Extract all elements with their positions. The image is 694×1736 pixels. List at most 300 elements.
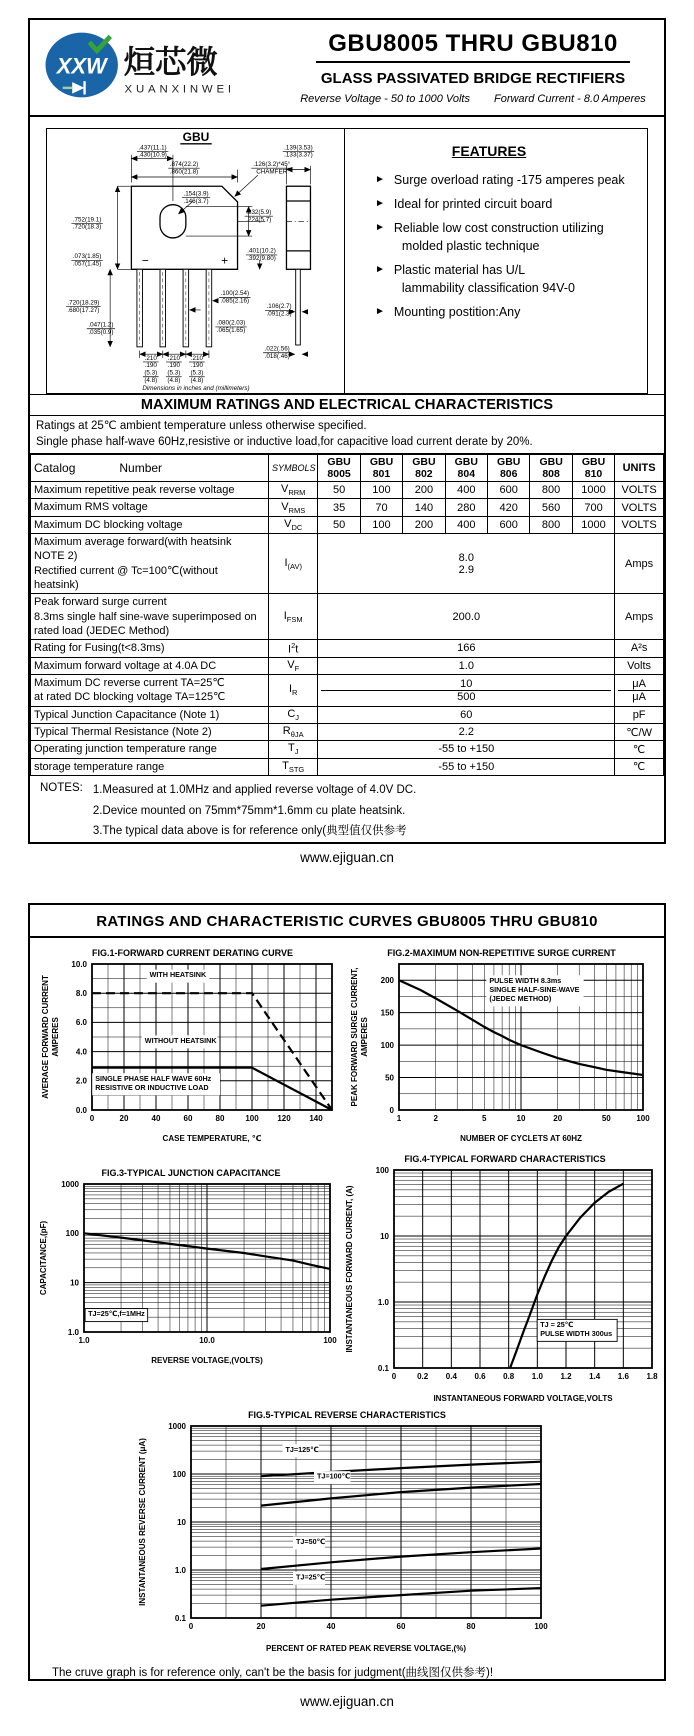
svg-text:INSTANTANEOUS FORWARD CURRENT,: INSTANTANEOUS FORWARD CURRENT, (A): [345, 1185, 354, 1353]
table-row: [31, 657, 664, 674]
svg-text:.018(.46): .018(.46): [264, 352, 290, 360]
symbol-cell: $I_R$: [269, 675, 318, 707]
model-series: GBU: [412, 456, 436, 469]
value-cell: 50: [318, 516, 360, 533]
package-leads: [136, 269, 211, 347]
dimension-label: [168, 161, 199, 175]
svg-text:100: 100: [323, 1336, 337, 1345]
svg-text:.430(10.9): .430(10.9): [137, 151, 167, 159]
svg-text:.190: .190: [144, 362, 157, 370]
dimension-label: [219, 290, 250, 304]
unit-line: A²s: [630, 642, 648, 655]
dimension-label: [263, 346, 291, 360]
value-cell: 800: [530, 516, 572, 533]
parameter-line: storage temperature range: [34, 760, 165, 773]
svg-text:0.2: 0.2: [417, 1372, 429, 1381]
svg-text:1.8: 1.8: [646, 1372, 658, 1381]
fig4-svg: [344, 1164, 666, 1404]
table-row: [31, 758, 664, 775]
fig3: [38, 1178, 344, 1366]
units-cell: [615, 675, 664, 707]
value-cell: [318, 657, 615, 674]
value-cell: [318, 706, 615, 723]
svg-text:80: 80: [215, 1114, 224, 1123]
value-cell: 140: [403, 499, 445, 516]
units-cell: [615, 640, 664, 658]
svg-text:.065(1.65): .065(1.65): [216, 327, 245, 335]
svg-text:SINGLE PHASE HALF WAVE 60Hz: SINGLE PHASE HALF WAVE 60Hz: [94, 1073, 211, 1083]
parameter-cell: [31, 741, 269, 758]
units-cell: [615, 706, 664, 723]
notes-label: NOTES:: [40, 781, 83, 794]
svg-text:0.4: 0.4: [445, 1372, 457, 1381]
catalog-number-header: [31, 455, 269, 482]
svg-text:(5.3): (5.3): [189, 369, 203, 377]
table-row: [31, 499, 664, 516]
fig5-title: FIG.5-TYPICAL REVERSE CHARACTERISTICS: [248, 1410, 446, 1420]
svg-text:.022(.56): .022(.56): [264, 345, 290, 353]
svg-text:100: 100: [534, 1622, 548, 1631]
plus-marking: +: [220, 253, 228, 268]
feature-line: Plastic material has U/L: [393, 263, 526, 277]
svg-text:WITH HEATSINK: WITH HEATSINK: [149, 970, 206, 980]
dimension-label: [86, 322, 114, 336]
svg-text:.210: .210: [167, 354, 180, 362]
svg-text:TJ=25℃: TJ=25℃: [296, 1572, 326, 1582]
svg-text:0: 0: [188, 1622, 194, 1631]
svg-text:.073(1.85): .073(1.85): [72, 253, 101, 261]
table-row: [31, 706, 664, 723]
dimension-label: [282, 144, 313, 158]
datasheet-page-2: [28, 903, 666, 1681]
parameter-cell: [31, 516, 269, 533]
svg-text:1.0: 1.0: [174, 1565, 186, 1575]
ratings-note-2: Single phase half-wave 60Hz,resistive or inductive load,for capacitive load current derate by 20%.: [36, 435, 533, 448]
svg-text:(5.3): (5.3): [143, 369, 157, 377]
svg-text:1000: 1000: [61, 1179, 79, 1189]
value-cell: 50: [318, 482, 360, 499]
note-line: 2.Device mounted on 75mm*75mm*1.6mm cu plate heatsink.: [92, 804, 406, 817]
fig4-figure: [344, 1148, 666, 1404]
feature-item: [375, 221, 643, 253]
symbol-base: C: [287, 707, 296, 720]
fig1: [38, 958, 347, 1144]
drawing-caption: Dimensions in inches and (millimeters): [141, 385, 250, 393]
svg-text:.100(2.54): .100(2.54): [219, 290, 249, 298]
value-cell: [318, 675, 615, 707]
svg-text:.154(3.9): .154(3.9): [182, 190, 209, 198]
feature-line: Surge overload rating -175 amperes peak: [393, 173, 625, 187]
svg-text:0.0: 0.0: [75, 1105, 87, 1115]
value-cell: 1000: [572, 482, 614, 499]
svg-text:AMPERES: AMPERES: [359, 1017, 369, 1057]
value-cell: 800: [530, 482, 572, 499]
value-cell: 200: [403, 482, 445, 499]
figure-row-2: [30, 1144, 664, 1404]
parameter-cell: [31, 499, 269, 516]
svg-text:.720(18.29): .720(18.29): [66, 299, 99, 307]
svg-text:0.6: 0.6: [474, 1372, 486, 1381]
value-line: 166: [457, 642, 476, 655]
unit-line: Amps: [625, 557, 654, 570]
ratings-table-body: [31, 482, 664, 776]
dimension-label: [181, 190, 209, 204]
number-label: Number: [119, 461, 163, 476]
svg-text:.047(1.2): .047(1.2): [87, 321, 113, 329]
svg-text:.126(3.2)*45°: .126(3.2)*45°: [252, 160, 290, 168]
parameter-line: Maximum RMS voltage: [34, 501, 148, 514]
value-cell: [318, 640, 615, 658]
features-list: [375, 173, 643, 319]
svg-text:NUMBER OF CYCLETS AT 60HZ: NUMBER OF CYCLETS AT 60HZ: [459, 1134, 582, 1143]
units-cell: [615, 482, 664, 499]
note-line: 3.The typical data above is for reference only(典型值仅供参考: [92, 825, 407, 838]
svg-text:0.1: 0.1: [174, 1613, 186, 1623]
svg-text:150: 150: [380, 1008, 394, 1018]
symbol-base: R: [282, 725, 291, 738]
value-line: 1.0: [458, 659, 474, 672]
svg-text:1.0: 1.0: [78, 1336, 90, 1345]
svg-text:PULSE WIDTH 8.3ms: PULSE WIDTH 8.3ms: [488, 975, 561, 985]
dimension-label: [71, 216, 102, 230]
svg-text:1.0: 1.0: [531, 1372, 543, 1381]
value-line: 2.9: [458, 563, 474, 576]
units-cell: [615, 723, 664, 740]
dimension-label: [245, 248, 276, 262]
table-row: [31, 482, 664, 499]
parameter-cell: [31, 534, 269, 594]
svg-text:.232(5.9): .232(5.9): [245, 208, 271, 216]
dimension-label: [189, 355, 205, 384]
units-header: UNITS: [615, 455, 664, 482]
value-line: 10: [460, 677, 473, 690]
svg-text:PERCENT OF RATED PEAK REVERSE: PERCENT OF RATED PEAK REVERSE VOLTAGE,(%): [265, 1644, 467, 1653]
package-side-view: [286, 186, 310, 269]
unit-line: Amps: [625, 610, 654, 623]
svg-text:1.6: 1.6: [617, 1372, 629, 1381]
value-line: 200.0: [452, 610, 481, 623]
fig1-svg: [40, 958, 346, 1144]
svg-text:.874(22.2): .874(22.2): [169, 160, 198, 168]
feature-text: [394, 197, 552, 211]
svg-text:.085(2.16): .085(2.16): [219, 297, 249, 305]
svg-text:10.0: 10.0: [199, 1336, 215, 1345]
svg-text:.190: .190: [167, 362, 180, 370]
svg-text:20: 20: [256, 1622, 266, 1631]
svg-text:.080(2.03): .080(2.03): [216, 319, 245, 327]
model-number: 801: [372, 468, 391, 481]
value-cell: 100: [360, 482, 402, 499]
bullet-icon: ►: [375, 198, 385, 209]
value-line: 60: [460, 708, 473, 721]
feature-line: Mounting postition:Any: [393, 305, 521, 319]
feature-text: [394, 173, 625, 187]
unit-line: pF: [632, 708, 646, 721]
svg-text:(4.8): (4.8): [189, 376, 203, 384]
figure-row-3: [30, 1404, 664, 1654]
ratings-table: [30, 454, 664, 776]
fig3-title: FIG.3-TYPICAL JUNCTION CAPACITANCE: [101, 1168, 281, 1178]
svg-text:TJ=125℃: TJ=125℃: [285, 1444, 319, 1454]
parameter-line: Typical Thermal Resistance (Note 2): [34, 725, 212, 738]
dimension-label: [166, 355, 182, 384]
svg-text:1: 1: [396, 1114, 401, 1123]
model-column-header: [530, 455, 572, 482]
symbol-base: V: [284, 517, 292, 530]
value-cell: 600: [488, 482, 530, 499]
svg-text:1.2: 1.2: [560, 1372, 572, 1381]
symbol-base: V: [281, 500, 289, 513]
symbol-base: I: [288, 643, 292, 656]
notes-block: [30, 776, 664, 844]
value-cell: 1000: [572, 516, 614, 533]
svg-text:(4.8): (4.8): [143, 376, 157, 384]
features-heading: FEATURES: [451, 143, 527, 159]
fig1-title: FIG.1-FORWARD CURRENT DERATING CURVE: [91, 948, 293, 958]
feature-item: [375, 263, 643, 295]
symbol-cell: $I_{FSM}$: [269, 594, 318, 640]
svg-text:0.1: 0.1: [377, 1363, 389, 1373]
value-line: 8.0: [458, 551, 474, 564]
svg-text:.106(2.7): .106(2.7): [266, 303, 292, 311]
svg-text:.437(11.1): .437(11.1): [138, 144, 167, 152]
feature-line: Ideal for printed circuit board: [393, 197, 553, 211]
value-cell: 400: [445, 482, 487, 499]
unit-line: ℃: [632, 743, 646, 756]
model-number: 8005: [327, 468, 351, 481]
symbol-base: T: [287, 742, 295, 755]
svg-text:20: 20: [119, 1114, 128, 1123]
feature-item: [375, 173, 643, 187]
curves-footnote: The cruve graph is for reference only, can't be the basis for judgment(曲线图仅供参考)!: [52, 1667, 494, 1679]
value-cell: 100: [360, 516, 402, 533]
svg-text:PEAK FORWARD SURGE CURRENT,: PEAK FORWARD SURGE CURRENT,: [349, 967, 359, 1107]
svg-text:.190: .190: [190, 362, 203, 370]
dimension-label: [66, 299, 101, 313]
page-title: GBU8005 THRU GBU810: [316, 30, 630, 63]
value-cell: 600: [488, 516, 530, 533]
svg-text:100: 100: [65, 1229, 79, 1239]
logo: [36, 25, 288, 110]
symbol-cell: $T_J$: [269, 741, 318, 758]
table-row: [31, 675, 664, 707]
fig5-figure: [132, 1404, 562, 1654]
svg-text:.035(0.9): .035(0.9): [87, 328, 113, 336]
fig5: [132, 1420, 562, 1654]
symbol-cell: $V_{RMS}$: [269, 499, 318, 516]
svg-text:200: 200: [380, 976, 394, 986]
model-series: GBU: [497, 456, 521, 469]
svg-text:TJ = 25℃: TJ = 25℃: [540, 1319, 574, 1329]
symbols-header: SYMBOLS: [269, 455, 318, 482]
dimension-label: [215, 320, 246, 334]
svg-text:CASE TEMPERATURE, ℃: CASE TEMPERATURE, ℃: [162, 1134, 261, 1143]
symbol-cell: $V_F$: [269, 657, 318, 674]
svg-text:.146(3.7): .146(3.7): [182, 197, 209, 205]
svg-text:.091(2.3): .091(2.3): [266, 310, 292, 318]
site-url-page1: www.ejiguan.cn: [300, 850, 394, 865]
svg-text:(JEDEC METHOD): (JEDEC METHOD): [488, 993, 551, 1003]
fig2: [347, 958, 656, 1144]
parameter-cell: [31, 640, 269, 658]
units-cell: [615, 758, 664, 775]
svg-text:60: 60: [183, 1114, 192, 1123]
fig2-svg: [349, 958, 655, 1144]
model-column-header: [488, 455, 530, 482]
svg-text:40: 40: [326, 1622, 336, 1631]
svg-text:10: 10: [177, 1517, 186, 1527]
svg-text:1.0: 1.0: [67, 1327, 79, 1337]
dimension-label: [136, 144, 167, 158]
value-cell: 200: [403, 516, 445, 533]
parameter-cell: [31, 723, 269, 740]
drawing-and-features: [46, 128, 648, 394]
svg-text:50: 50: [601, 1114, 611, 1123]
dimension-label: [71, 253, 102, 267]
svg-text:REVERSE VOLTAGE,(VOLTS): REVERSE VOLTAGE,(VOLTS): [151, 1356, 263, 1365]
bullet-icon: ►: [375, 264, 385, 275]
svg-text:.680(17.27): .680(17.27): [66, 306, 99, 314]
figure-row-1: [30, 938, 664, 1144]
svg-text:INSTANTANEOUS FORWARD VOLTAGE,: INSTANTANEOUS FORWARD VOLTAGE,VOLTS: [433, 1394, 613, 1403]
parameter-cell: [31, 675, 269, 707]
parameter-line: at rated DC blocking voltage TA=125℃: [34, 691, 226, 704]
model-column-header: [445, 455, 487, 482]
symbol-base: T: [282, 759, 289, 772]
fig5-svg: [137, 1420, 557, 1654]
parameter-line: 8.3ms single half sine-wave superimposed on: [34, 610, 257, 623]
header: [30, 20, 664, 117]
fig3-svg: [38, 1178, 344, 1366]
value-cell: 420: [488, 499, 530, 516]
ratings-conditions: [30, 416, 664, 454]
svg-text:100: 100: [172, 1469, 186, 1479]
svg-text:100: 100: [380, 1040, 394, 1050]
tagline-reverse-voltage: Reverse Voltage - 50 to 1000 Volts: [300, 93, 470, 105]
value-cell: [318, 723, 615, 740]
svg-text:4.0: 4.0: [75, 1047, 87, 1057]
feature-text: [394, 263, 575, 295]
feature-line: Reliable low cost construction utilizing: [393, 221, 604, 235]
value-line: -55 to +150: [438, 760, 495, 773]
value-cell: [318, 594, 615, 640]
svg-text:TJ=50℃: TJ=50℃: [296, 1536, 326, 1546]
curves-page-title: RATINGS AND CHARACTERISTIC CURVES GBU8005 THRU GBU810: [30, 905, 664, 938]
svg-text:(4.8): (4.8): [166, 376, 180, 384]
unit-line: VOLTS: [621, 484, 657, 497]
svg-text:.392(9.80): .392(9.80): [246, 255, 276, 263]
note-line: 1.Measured at 1.0MHz and applied reverse voltage of 4.0V DC.: [92, 783, 417, 796]
svg-text:AMPERES: AMPERES: [50, 1017, 60, 1057]
model-number: 810: [584, 468, 603, 481]
title-block: [288, 30, 658, 105]
parameter-cell: [31, 482, 269, 499]
units-cell: [615, 516, 664, 533]
units-cell: [615, 499, 664, 516]
table-row: [31, 723, 664, 740]
dimension-label: [244, 209, 272, 223]
svg-text:10: 10: [70, 1278, 79, 1288]
svg-text:INSTANTANEOUS REVERSE CURRENT: INSTANTANEOUS REVERSE CURRENT (μA): [138, 1438, 147, 1606]
parameter-line: Typical Junction Capacitance (Note 1): [34, 708, 220, 721]
model-column-header: [318, 455, 360, 482]
svg-text:6.0: 6.0: [75, 1018, 87, 1028]
package-drawing: [49, 129, 343, 393]
table-row: [31, 594, 664, 640]
catalog-label: Catalog: [34, 461, 76, 476]
parameter-line: Maximum DC reverse current TA=25℃: [34, 677, 225, 690]
notes-items: [93, 782, 416, 844]
fig2-title: FIG.2-MAXIMUM NON-REPETITIVE SURGE CURRENT: [387, 948, 616, 958]
value-cell: [318, 758, 615, 775]
svg-text:140: 140: [308, 1114, 323, 1123]
svg-text:.057(1.45): .057(1.45): [72, 260, 101, 268]
svg-text:SINGLE HALF-SINE-WAVE: SINGLE HALF-SINE-WAVE: [488, 984, 579, 994]
svg-text:50: 50: [384, 1073, 394, 1083]
parameter-line: Peak forward surge current: [34, 596, 167, 609]
model-series: GBU: [539, 456, 563, 469]
logo-monogram: XXW: [56, 53, 107, 79]
ratings-banner: MAXIMUM RATINGS AND ELECTRICAL CHARACTERISTICS: [30, 394, 664, 416]
model-column-header: [572, 455, 614, 482]
model-number: 808: [542, 468, 560, 481]
symbol-cell: $I_{(AV)}$: [269, 534, 318, 594]
site-url-page2: www.ejiguan.cn: [300, 1694, 394, 1709]
model-column-header: [403, 455, 445, 482]
model-number: 802: [415, 468, 433, 481]
parameter-cell: [31, 706, 269, 723]
unit-line: μA: [632, 677, 646, 690]
bullet-icon: ►: [375, 174, 385, 185]
units-cell: [615, 657, 664, 674]
model-number: 804: [457, 468, 476, 481]
fig3-figure: [38, 1162, 344, 1366]
symbol-base: V: [280, 483, 289, 496]
parameter-line: Rating for Fusing(t<8.3ms): [34, 642, 165, 655]
svg-text:.401(10.2): .401(10.2): [246, 247, 276, 255]
datasheet-page-1: [28, 18, 666, 844]
symbol-cell: $V_{DC}$: [269, 516, 318, 533]
feature-text: [394, 305, 520, 319]
value-cell: [318, 741, 615, 758]
model-series: GBU: [581, 456, 606, 469]
svg-text:60: 60: [396, 1622, 406, 1631]
value-cell: 70: [360, 499, 402, 516]
svg-text:8.0: 8.0: [75, 989, 87, 998]
svg-text:80: 80: [466, 1622, 476, 1631]
symbol-cell: $R_{\theta JA}$: [269, 723, 318, 740]
svg-text:1.4: 1.4: [589, 1372, 601, 1381]
units-cell: [615, 741, 664, 758]
svg-text:CAPACITANCE,(pF): CAPACITANCE,(pF): [39, 1220, 48, 1296]
dimension-label: [264, 303, 292, 317]
model-series: GBU: [454, 456, 478, 469]
ratings-note-1: Ratings at 25℃ ambient temperature unless otherwise specified.: [36, 420, 367, 432]
value-cell: 280: [445, 499, 487, 516]
brand-english: XUANXINWEI: [124, 83, 235, 96]
svg-text:10: 10: [516, 1114, 525, 1123]
dimension-label: [142, 355, 158, 384]
svg-text:RESISTIVE OR INDUCTIVE LOAD: RESISTIVE OR INDUCTIVE LOAD: [94, 1082, 209, 1092]
svg-text:(5.3): (5.3): [166, 369, 180, 377]
parameter-cell: [31, 758, 269, 775]
svg-text:TJ=25℃,f=1MHz: TJ=25℃,f=1MHz: [88, 1309, 145, 1319]
svg-text:5: 5: [481, 1114, 487, 1123]
value-line: 2.2: [458, 726, 474, 739]
parameter-line: Maximum repetitive peak reverse voltage: [34, 484, 235, 497]
value-line: 500: [321, 690, 611, 703]
tagline: [288, 93, 658, 105]
